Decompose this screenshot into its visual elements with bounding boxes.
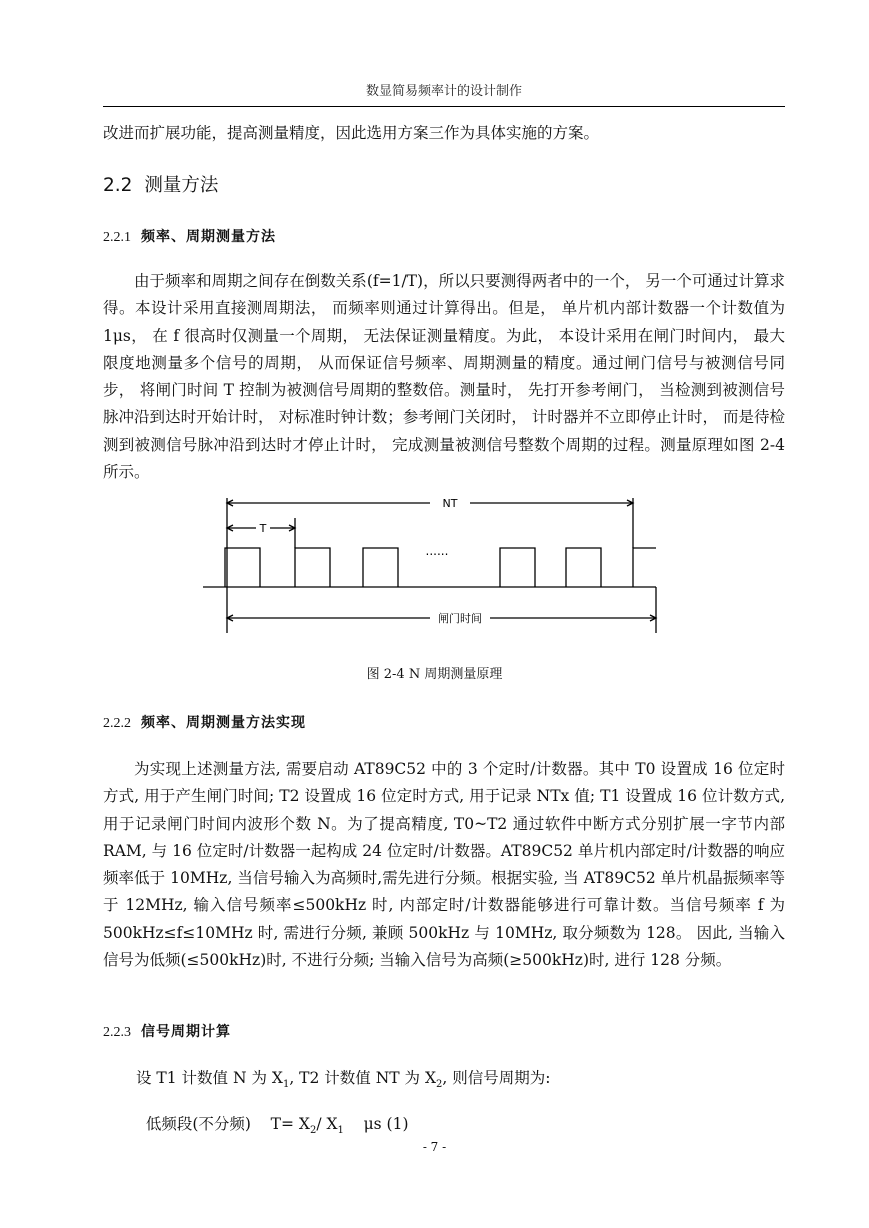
label-nt: NT xyxy=(442,497,458,510)
subsection-heading-2-2-3 xyxy=(103,1021,231,1041)
subsection-title: 频率、周期测量方法 xyxy=(141,229,276,245)
subscript: 1 xyxy=(282,1079,290,1091)
paragraph-implementation: 为实现上述测量方法, 需要启动 AT89C52 中的 3 个定时/计数器。其中 T0 设置成 16 位定时方式, 用于产生闸门时间; T2 设置成 16 位定时方式, 用于记录 NTx 值; T1 设置成 16 位计数方式, 用于记录闸门时间内波形个数 N。为了提高精度, T0~T2 通过软件中断方式分别扩展一字节内部 RAM, 与 16 位定时/计数器一起构成 24 位定时/计数器。AT89C52 单片机内部定时/计数器的响应频率低于 10MHz, 当信号输入为高频时,需先进行分频。根据实验, 当 AT89C52 单片机晶振频率等于 12MHz, 输入信号频率≤500kHz 时, 内部定时/计数器能够进行可靠计数。当信号频率 f 为 500kHz≤f≤10MHz 时, 需进行分频, 兼顾 500kHz 与 10MHz, 取分频数为 128。 因此, 当输入信号为低频(≤500kHz)时, 不进行分频; 当输入信号为高频(≥500kHz)时, 进行 128 分频。 xyxy=(103,760,785,970)
section-title: 测量方法 xyxy=(144,175,219,196)
figure-caption: 图 2-4 N 周期测量原理 xyxy=(366,667,503,682)
section-heading-2-2 xyxy=(103,171,218,197)
formula-intro-line xyxy=(136,1066,550,1090)
subsection-number: 2.2.1 xyxy=(103,230,131,245)
pulse-1 xyxy=(225,548,260,587)
subsection-number: 2.2.2 xyxy=(103,716,131,731)
page-header xyxy=(103,80,785,107)
section-number: 2.2 xyxy=(103,175,133,196)
subscript: 2 xyxy=(309,1125,317,1137)
subsection-title: 频率、周期测量方法实现 xyxy=(141,715,306,731)
label-dots: ...... xyxy=(425,544,449,558)
page-number: - 7 - xyxy=(422,1140,447,1154)
header-title: 数显简易频率计的设计制作 xyxy=(365,84,522,99)
pulse-3 xyxy=(363,548,398,587)
text-fragment: 设 T1 计数值 N 为 X xyxy=(136,1069,283,1087)
pulse-2 xyxy=(295,548,330,587)
pulse-6 xyxy=(633,548,656,587)
label-t: T xyxy=(259,522,267,535)
text-fragment: , T2 计数值 NT 为 X xyxy=(289,1069,437,1087)
subsection-heading-2-2-1 xyxy=(103,226,276,246)
text-fragment: / X xyxy=(316,1115,338,1133)
formula-low-band xyxy=(136,1094,409,1136)
intro-line: 改进而扩展功能，提高测量精度，因此选用方案三作为具体实施的方案。 xyxy=(103,124,600,142)
paragraph-measurement-method: 由于频率和周期之间存在倒数关系(f=1/T)，所以只要测得两者中的一个， 另一个可通过计算求得。本设计采用直接测周期法， 而频率则通过计算得出。但是， 单片机内部计数器一个计数值为 1μs， 在 f 很高时仅测量一个周期， 无法保证测量精度。为此， 本设计采用在闸门时间内， 最大限度地测量多个信号的周期， 从而保证信号频率、周期测量的精度。通过闸门信号与被测信号同步， 将闸门时间 T 控制为被测信号周期的整数倍。测量时， 先打开参考闸门， 当检测到被测信号脉冲沿到达时开始计时， 对标准时钟计数；参考闸门关闭时， 计时器并不立即停止计时， 而是待检测到被测信号脉冲沿到达时才停止计时， 完成测量被测信号整数个周期的过程。测量原理如图 2-4 所示。 xyxy=(103,272,785,482)
pulse-4 xyxy=(500,548,535,587)
text-fragment: , 则信号周期为: xyxy=(442,1069,551,1087)
pulse-5 xyxy=(566,548,601,587)
figure-n-period-diagram xyxy=(190,488,670,648)
subsection-heading-2-2-2 xyxy=(103,712,306,732)
subscript: 2 xyxy=(436,1079,443,1091)
subsection-title: 信号周期计算 xyxy=(141,1024,231,1040)
subsection-number: 2.2.3 xyxy=(103,1025,131,1040)
subscript: 1 xyxy=(337,1125,344,1137)
text-fragment: μs (1) xyxy=(343,1115,409,1133)
label-gate-time: 闸门时间 xyxy=(438,612,482,625)
text-fragment: 低频段(不分频) T= X xyxy=(145,1115,310,1133)
